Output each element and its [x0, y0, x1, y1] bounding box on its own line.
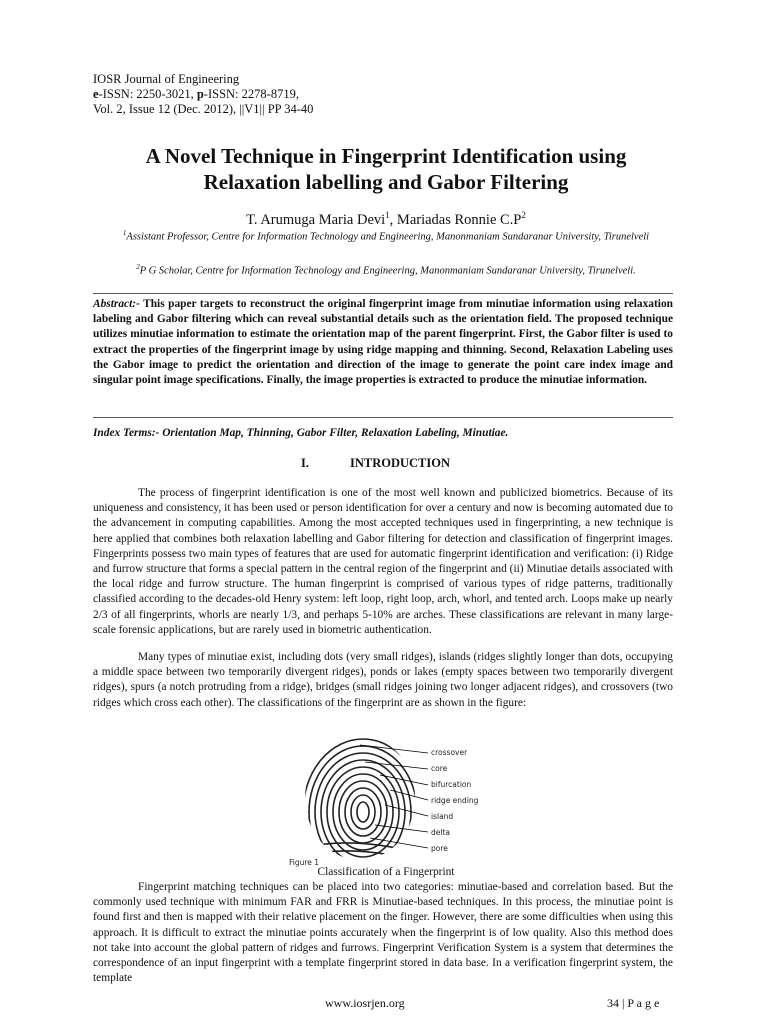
- label-pore: pore: [431, 844, 448, 853]
- label-core: core: [431, 764, 448, 773]
- index-terms: Index Terms:- Orientation Map, Thinning, Gabor Filter, Relaxation Labeling, Minutiae.: [93, 427, 509, 439]
- journal-header: [93, 72, 313, 117]
- affiliation-2: $^2$P G Scholar, Centre for Information Technology and Engineering, Manonmaniam Sundaranar University, Tirunelveli.: [136, 263, 636, 277]
- author-1: T. Arumuga Maria Devi: [246, 211, 386, 228]
- authors: T. Arumuga Maria Devi$^1$, Mariadas Ronnie $C.P^2$: [246, 210, 526, 228]
- abstract-label: Abstract:-: [93, 298, 140, 310]
- abstract-rule-bottom: [93, 417, 673, 418]
- journal-issn: e-ISSN: 2250-3021, p-ISSN: 2278-8719,: [93, 87, 299, 101]
- fingerprint-figure: [285, 730, 495, 870]
- label-bifurcation: bifurcation: [431, 780, 472, 789]
- section-title: INTRODUCTION: [350, 456, 451, 470]
- section-number: I.: [301, 456, 309, 470]
- abstract-text: This paper targets to reconstruct the original fingerprint image from minutiae information using relaxation labeling and Gabor filtering which can reveal substantial details such as the orientation field. The proposed technique utilizes minutiae information to estimate the orientation map of the parent fingerprint. First, the Gabor filter is used to extract the properties of the fingerprint image by using ridge mapping and thinning. Second, Relaxation Labeling uses the Gabor image to predict the orientation and direction of the image to generate the point care index image and singular point image specifications. Finally, the image properties is extracted to produce the minutiae information.: [93, 298, 673, 387]
- author-2: Mariadas Ronnie C.P: [396, 211, 522, 228]
- journal-name: IOSR Journal of Engineering: [93, 72, 240, 86]
- footer-page-number: 34 | P a g e: [607, 996, 660, 1010]
- label-crossover: crossover: [431, 748, 468, 757]
- journal-volume: Vol. 2, Issue 12 (Dec. 2012), ||V1|| PP 34-40: [93, 102, 314, 116]
- abstract-rule-top: [93, 293, 673, 294]
- label-island: island: [431, 812, 454, 821]
- footer-url: www.iosrjen.org: [325, 996, 405, 1010]
- abstract: [93, 297, 673, 388]
- paragraph-1: The process of fingerprint identification is one of the most well known and publicized biometrics. Because of its uniqueness and consistency, it has been used or person identification for over a century and now is becoming automated due to the advancement in computing capabilities. Among the most accepted techniques used in fingerprinting, a new technique is here applied that combines both relaxation labelling and Gabor filtering for detection and classification of fingerprint images. Fingerprints possess two main types of features that are used for automatic fingerprint identification and verification: (i) Ridge and furrow structure that forms a special pattern in the central region of the fingerprint and (ii) Minutiae details associated with the local ridge and furrow structure. The human fingerprint is comprised of various types of ridge patterns, traditionally classified according to the decades-old Henry system: left loop, right loop, arch, whorl, and tented arch. Loops make up nearly 2/3 of all fingerprints, whorls are nearly 1/3, and perhaps 5-10% are arches. These classifications are relevant in many large-scale forensic applications, but are rarely used in biometric authentication.: [93, 487, 673, 636]
- paper-title: A Novel Technique in Fingerprint Identification using Relaxation labelling and Gabor Filtering: [145, 144, 627, 194]
- affiliation-1: $^1$Assistant Professor, Centre for Information Technology and Engineering, Manonmaniam Sundaranar University, Tirunelveli: [122, 229, 650, 243]
- label-delta: delta: [431, 828, 450, 837]
- label-ridge-ending: ridge ending: [431, 796, 479, 805]
- figure-number: Figure 1: [289, 858, 320, 867]
- paragraph-3: Fingerprint matching techniques can be placed into two categories: minutiae-based and correlation based. But the commonly used technique with minimum FAR and FRR is Minutiae-based techniques. In this process, the minutiae point is found first and then is mapped with their relative placement on the finger. However, there are some difficulties when using this approach. It is difficult to extract the minutiae points accurately when the fingerprint is of low quality. Also this method does not take into account the global pattern of ridges and furrows. Fingerprint Verification System is a system that determines the correspondence of an input fingerprint with a template fingerprint stored in data base. In a verification fingerprint system, the template: [93, 881, 673, 985]
- figure-caption: Classification of a Fingerprint: [317, 866, 455, 878]
- paragraph-2: Many types of minutiae exist, including dots (very small ridges), islands (ridges slightly longer than dots, occupying a middle space between two temporarily divergent ridges), ponds or lakes (empty spaces between two temporarily divergent ridges), spurs (a notch protruding from a ridge), bridges (small ridges joining two longer adjacent ridges), and crossovers (two ridges which cross each other). The classifications of the fingerprint are as shown in the figure:: [93, 651, 673, 709]
